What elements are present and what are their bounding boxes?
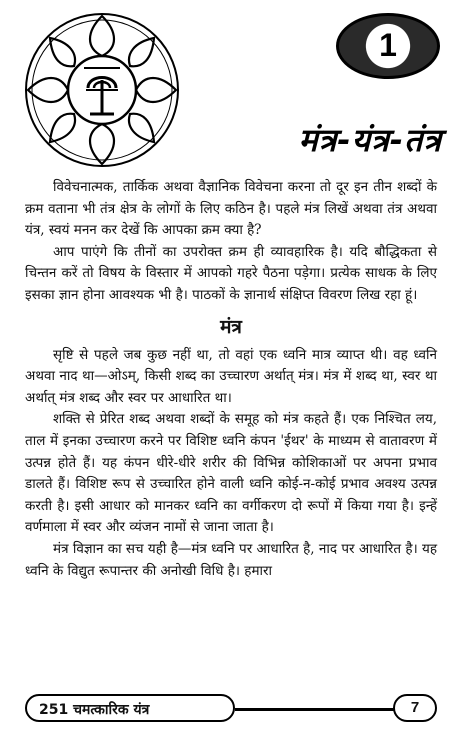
footer-book-title: 251 चमत्कारिक यंत्र — [25, 694, 235, 722]
chapter-number-badge — [336, 13, 440, 79]
section-heading: मंत्र — [220, 315, 242, 338]
chapter-title: मंत्र-यंत्र-तंत्र — [298, 121, 442, 159]
page-number: 7 — [393, 694, 437, 722]
paragraph: आप पाएंगे कि तीनों का उपरोक्त क्रम ही व्यावहारिक है। यदि बौद्धिकता से चिन्तन करें तो विषय के विस्तार में आपको गहरे पैठना पड़ेगा। प्रत्येक साधक के लिए इसका ज्ञान होना आवश्यक भी है। पाठकों के ज्ञानार्थ संक्षिप्त विवरण लिख रहा हूं। — [25, 243, 437, 303]
paragraph: विवेचनात्मक, तार्किक अथवा वैज्ञानिक विवेचना करना तो दूर इन तीन शब्दों के क्रम वताना भी तंत्र क्षेत्र के लोगों के लिए कठिन है। पहले मंत्र लिखें अथवा तंत्र अथवा यंत्र, स्वयं मनन कर देखें कि आपका क्रम क्या है? — [25, 179, 437, 239]
footer-divider — [235, 708, 395, 711]
body-text — [25, 177, 437, 582]
page-footer — [25, 692, 438, 726]
mandala-emblem-icon — [22, 10, 182, 170]
chapter-number: 1 — [379, 26, 397, 63]
paragraph: सृष्टि से पहले जब कुछ नहीं था, तो वहां एक ध्वनि मात्र व्याप्त थी। वह ध्वनि अथवा नाद था—ओऽम्, किसी शब्द का उच्चारण अर्थात् मंत्र। मंत्र में शब्द था, स्वर था अर्थात् मंत्र शब्द और स्वर पर आधारित था। — [25, 346, 437, 406]
paragraph: मंत्र विज्ञान का सच यही है—मंत्र ध्वनि पर आधारित है, नाद पर आधारित है। यह ध्वनि के विद्युत रूपान्तर की अनोखी विधि है। हमारा — [25, 540, 437, 579]
paragraph: शक्ति से प्रेरित शब्द अथवा शब्दों के समूह को मंत्र कहते हैं। एक निश्चित लय, ताल में इनका उच्चारण करने पर विशिष्ट ध्वनि कंपन 'ईथर' के माध्यम से वातावरण में उत्पन्न होते हैं। यह कंपन धीरे-धीरे शरीर की विभिन्न कोशिकाओं पर अपना प्रभाव डालते हैं। विशिष्ट रूप से उच्चारित होने वाली ध्वनि कोई-न-कोई प्रभाव अवश्य उत्पन्न करती है। इसी आधार को मानकर ध्वनि का वर्गीकरण दो रूपों में किया गया है। इन्हें वर्णमाला में स्वर और व्यंजन नामों से जाना जाता है। — [25, 411, 437, 536]
